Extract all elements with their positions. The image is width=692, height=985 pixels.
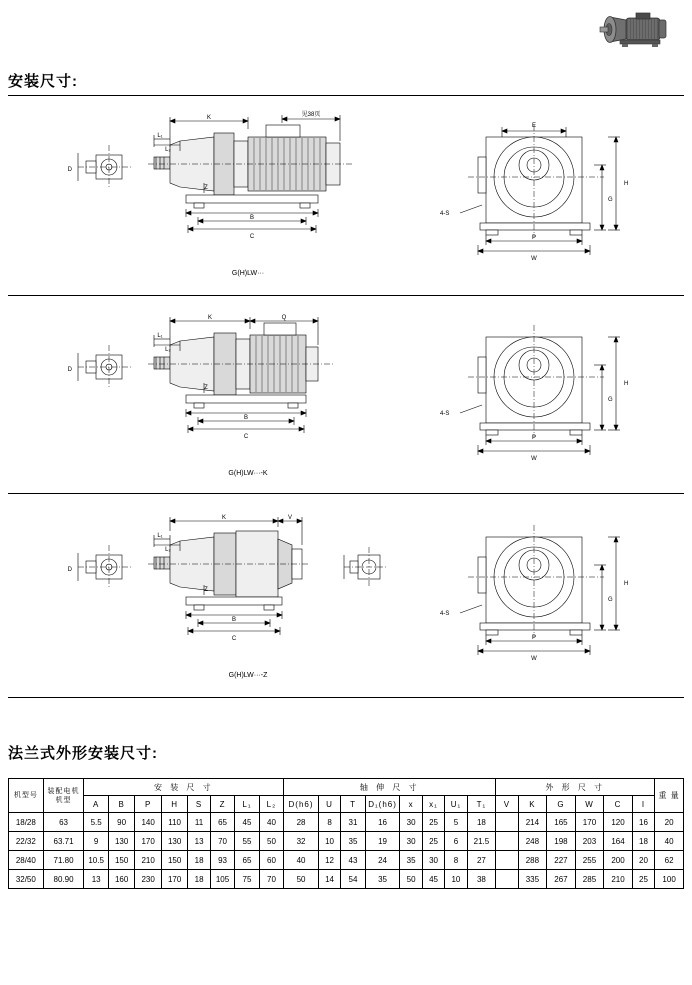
dim-label-4S: 4-S xyxy=(440,411,450,417)
table-column-header-row xyxy=(9,796,684,813)
cell-value xyxy=(496,851,518,870)
dim-label-W: W xyxy=(531,456,537,462)
cell-value: 6 xyxy=(445,832,467,851)
cell-value: 38 xyxy=(467,870,496,889)
cell-value: 43 xyxy=(341,851,365,870)
cell-value: 18 xyxy=(188,851,210,870)
cell-value: 35 xyxy=(400,851,422,870)
dim-label-G: G xyxy=(608,197,613,203)
cell-value: 35 xyxy=(365,870,400,889)
cell-value: 230 xyxy=(135,870,162,889)
cell-value: 267 xyxy=(547,870,576,889)
cell-value: 170 xyxy=(135,832,162,851)
cell-value: 40 xyxy=(284,851,319,870)
th-group-install: 安 装 尺 寸 xyxy=(84,779,284,796)
cell-value: 160 xyxy=(108,870,135,889)
th-A: A xyxy=(84,796,108,813)
dim-label-P: P xyxy=(531,235,537,241)
th-motor: 装配电机机型 xyxy=(43,779,84,813)
cell-value: 40 xyxy=(655,832,684,851)
dim-label-H: H xyxy=(624,581,629,587)
cell-value: 50 xyxy=(259,832,284,851)
dim-label-D: D xyxy=(67,567,72,573)
th-G: G xyxy=(547,796,576,813)
cell-value: 93 xyxy=(210,851,234,870)
cell-value: 40 xyxy=(259,813,284,832)
cell-motor: 63.71 xyxy=(43,832,84,851)
th-W: W xyxy=(575,796,604,813)
cell-value: 70 xyxy=(210,832,234,851)
page-title-flange-dimensions: 法兰式外形安装尺寸: xyxy=(8,745,158,762)
dim-label-P: P xyxy=(531,635,537,641)
cell-value: 30 xyxy=(422,851,444,870)
th-S: S xyxy=(188,796,210,813)
th-model: 机型号 xyxy=(9,779,44,813)
th-group-weight: 重 量 xyxy=(655,779,684,813)
dim-label-D: D xyxy=(67,367,72,373)
table-group-header-row xyxy=(9,779,684,796)
cell-value: 285 xyxy=(575,870,604,889)
th-B: B xyxy=(108,796,135,813)
cell-value: 335 xyxy=(518,870,547,889)
drawing-caption: G(H)LW···-Z xyxy=(228,672,268,679)
cell-value: 165 xyxy=(547,813,576,832)
dim-label-B: B xyxy=(249,215,255,221)
cell-value: 10 xyxy=(318,832,340,851)
th-x1: x₁ xyxy=(422,796,444,813)
cell-value: 14 xyxy=(318,870,340,889)
page-title-install-dimensions: 安装尺寸: xyxy=(8,73,78,90)
drawing-glw-standard xyxy=(8,105,684,285)
th-K: K xyxy=(518,796,547,813)
cell-value: 60 xyxy=(259,851,284,870)
cell-value: 30 xyxy=(400,832,422,851)
cell-value: 100 xyxy=(655,870,684,889)
dim-label-K: K xyxy=(221,515,227,521)
dim-label-L1: L₁ xyxy=(157,133,163,139)
th-T1: T₁ xyxy=(467,796,496,813)
dim-label-P: P xyxy=(531,435,537,441)
th-V: V xyxy=(496,796,518,813)
cell-value: 20 xyxy=(655,813,684,832)
dim-label-C: C xyxy=(231,636,237,642)
th-H: H xyxy=(161,796,188,813)
flange-dimension-table xyxy=(8,778,684,889)
dim-label-G: G xyxy=(608,397,613,403)
th-L1: L₁ xyxy=(235,796,259,813)
th-U1: U₁ xyxy=(445,796,467,813)
cell-value: 18 xyxy=(632,832,654,851)
cell-value: 11 xyxy=(188,813,210,832)
cell-value: 288 xyxy=(518,851,547,870)
cell-value: 19 xyxy=(365,832,400,851)
cell-value: 24 xyxy=(365,851,400,870)
cell-value: 50 xyxy=(400,870,422,889)
drawing-glw-k xyxy=(8,305,684,485)
dim-label-L2: L₂ xyxy=(165,147,171,153)
cell-value: 70 xyxy=(259,870,284,889)
cell-value: 25 xyxy=(422,832,444,851)
drawing-caption: G(H)LW···-K xyxy=(228,470,268,477)
th-P: P xyxy=(135,796,162,813)
cell-value: 13 xyxy=(188,832,210,851)
dim-label-L2: L₂ xyxy=(165,547,171,553)
cell-value: 20 xyxy=(632,851,654,870)
th-D: D(h6) xyxy=(284,796,319,813)
th-C: C xyxy=(604,796,633,813)
table-row xyxy=(9,851,684,870)
table-row xyxy=(9,832,684,851)
cell-value: 45 xyxy=(422,870,444,889)
cell-value: 170 xyxy=(575,813,604,832)
cell-value: 150 xyxy=(108,851,135,870)
th-group-shaft: 轴 伸 尺 寸 xyxy=(284,779,496,796)
dim-label-4S: 4-S xyxy=(440,211,450,217)
dim-label-4S: 4-S xyxy=(440,611,450,617)
cell-value: 8 xyxy=(445,851,467,870)
cell-value: 62 xyxy=(655,851,684,870)
cell-value: 200 xyxy=(604,851,633,870)
cell-value: 210 xyxy=(135,851,162,870)
dim-label-C: C xyxy=(249,234,255,240)
table-row xyxy=(9,813,684,832)
cell-value: 18 xyxy=(188,870,210,889)
dim-label-Z: Z xyxy=(204,587,208,593)
th-x: x xyxy=(400,796,422,813)
cell-value: 227 xyxy=(547,851,576,870)
cell-value: 164 xyxy=(604,832,633,851)
dim-label-K: K xyxy=(207,315,213,321)
cell-value: 65 xyxy=(210,813,234,832)
cell-value: 210 xyxy=(604,870,633,889)
cell-value: 31 xyxy=(341,813,365,832)
cell-value xyxy=(496,832,518,851)
dim-label-E: E xyxy=(531,123,537,129)
cell-value: 105 xyxy=(210,870,234,889)
dim-label-W: W xyxy=(531,256,537,262)
cell-value: 75 xyxy=(235,870,259,889)
cell-model: 18/28 xyxy=(9,813,44,832)
divider-1 xyxy=(8,95,684,96)
table-body xyxy=(9,813,684,889)
cell-value: 32 xyxy=(284,832,319,851)
th-group-outline: 外 形 尺 寸 xyxy=(496,779,655,796)
dim-label-B: B xyxy=(243,415,249,421)
cell-value: 55 xyxy=(235,832,259,851)
cell-value: 198 xyxy=(547,832,576,851)
dim-label-L1: L₁ xyxy=(157,333,163,339)
th-U: U xyxy=(318,796,340,813)
cell-value: 18 xyxy=(467,813,496,832)
dim-label-V: V xyxy=(287,515,293,521)
cell-value: 170 xyxy=(161,870,188,889)
th-Z: Z xyxy=(210,796,234,813)
cell-motor: 63 xyxy=(43,813,84,832)
cell-value: 16 xyxy=(365,813,400,832)
table-row xyxy=(9,870,684,889)
dim-label-Z: Z xyxy=(204,385,208,391)
cell-value: 16 xyxy=(632,813,654,832)
cell-value: 5.5 xyxy=(84,813,108,832)
cell-value xyxy=(496,813,518,832)
cell-value: 140 xyxy=(135,813,162,832)
dim-label-L2: L₂ xyxy=(165,347,171,353)
cell-value: 10 xyxy=(445,870,467,889)
cell-value: 12 xyxy=(318,851,340,870)
cell-model: 32/50 xyxy=(9,870,44,889)
cell-value: 21.5 xyxy=(467,832,496,851)
dim-label-D: D xyxy=(67,167,72,173)
th-L2: L₂ xyxy=(259,796,284,813)
cell-value: 27 xyxy=(467,851,496,870)
cell-value: 110 xyxy=(161,813,188,832)
cell-value: 248 xyxy=(518,832,547,851)
cell-model: 28/40 xyxy=(9,851,44,870)
dim-label-H: H xyxy=(624,381,629,387)
th-D1: D₁(h6) xyxy=(365,796,400,813)
cell-value: 255 xyxy=(575,851,604,870)
cell-value: 214 xyxy=(518,813,547,832)
gear-motor-photo xyxy=(596,8,680,54)
cell-value: 45 xyxy=(235,813,259,832)
cell-value: 120 xyxy=(604,813,633,832)
cell-value: 30 xyxy=(400,813,422,832)
cell-value: 8 xyxy=(318,813,340,832)
cell-value: 28 xyxy=(284,813,319,832)
dim-label-W: W xyxy=(531,656,537,662)
cell-value: 130 xyxy=(108,832,135,851)
th-T: T xyxy=(341,796,365,813)
cell-value: 25 xyxy=(632,870,654,889)
cell-value: 90 xyxy=(108,813,135,832)
cell-value: 54 xyxy=(341,870,365,889)
divider-2 xyxy=(8,295,684,296)
cell-value: 130 xyxy=(161,832,188,851)
divider-3 xyxy=(8,493,684,494)
cell-value: 10.5 xyxy=(84,851,108,870)
cell-model: 22/32 xyxy=(9,832,44,851)
dim-label-L1: L₁ xyxy=(157,533,163,539)
dim-label-Q: Q xyxy=(281,315,287,321)
cell-value: 25 xyxy=(422,813,444,832)
divider-4 xyxy=(8,697,684,698)
drawing-caption: G(H)LW··· xyxy=(231,270,265,277)
dim-label-C: C xyxy=(243,434,249,440)
cell-value xyxy=(496,870,518,889)
th-I: I xyxy=(632,796,654,813)
cell-value: 150 xyxy=(161,851,188,870)
cell-value: 65 xyxy=(235,851,259,870)
cell-value: 50 xyxy=(284,870,319,889)
dim-label-B: B xyxy=(231,617,237,623)
dim-label-G: G xyxy=(608,597,613,603)
dim-label-note: 见38页 xyxy=(301,112,321,118)
dim-label-K: K xyxy=(206,115,212,121)
cell-motor: 80.90 xyxy=(43,870,84,889)
cell-value: 203 xyxy=(575,832,604,851)
cell-value: 9 xyxy=(84,832,108,851)
cell-value: 5 xyxy=(445,813,467,832)
dim-label-H: H xyxy=(624,181,629,187)
cell-motor: 71.80 xyxy=(43,851,84,870)
cell-value: 13 xyxy=(84,870,108,889)
drawing-glw-z xyxy=(8,505,684,690)
dim-label-Z: Z xyxy=(204,185,208,191)
cell-value: 35 xyxy=(341,832,365,851)
